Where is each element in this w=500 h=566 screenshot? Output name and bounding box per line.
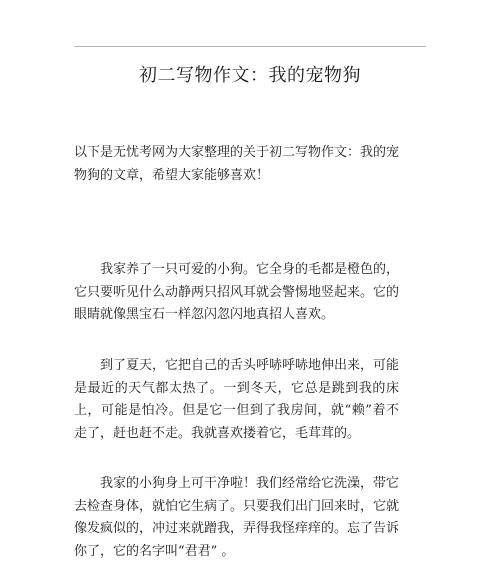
body-paragraph-3: 我家的小狗身上可干净啦！我们经常给它洗澡，带它去检查身体，就怕它生病了。只要我们出门回来时，它就像发疯似的，冲过来就蹭我，弄得我怪痒痒的。忘了告诉你了，它的名字叫“君君” 。 bbox=[74, 476, 400, 559]
header-divider bbox=[74, 46, 426, 47]
intro-paragraph: 以下是无忧考网为大家整理的关于初二写物作文：我的宠物狗的文章，希望大家能够喜欢！ bbox=[74, 145, 400, 183]
body-paragraph-1: 我家养了一只可爱的小狗。它全身的毛都是橙色的，它只要听见什么动静两只招风耳就会警惕地竖起来。它的眼睛就像黑宝石一样忽闪忽闪地真招人喜欢。 bbox=[74, 262, 400, 322]
body-paragraph-2: 到了夏天，它把自己的舌头呼哧呼哧地伸出来，可能是最近的天气都太热了。一到冬天，它总是跳到我的床上，可能是怕冷。但是它一但到了我房间，就“赖”着不走了，赶也赶不走。我就喜欢搂着它，毛茸茸的。 bbox=[74, 358, 400, 441]
article-title: 初二写物作文：我的宠物狗 bbox=[139, 65, 361, 86]
